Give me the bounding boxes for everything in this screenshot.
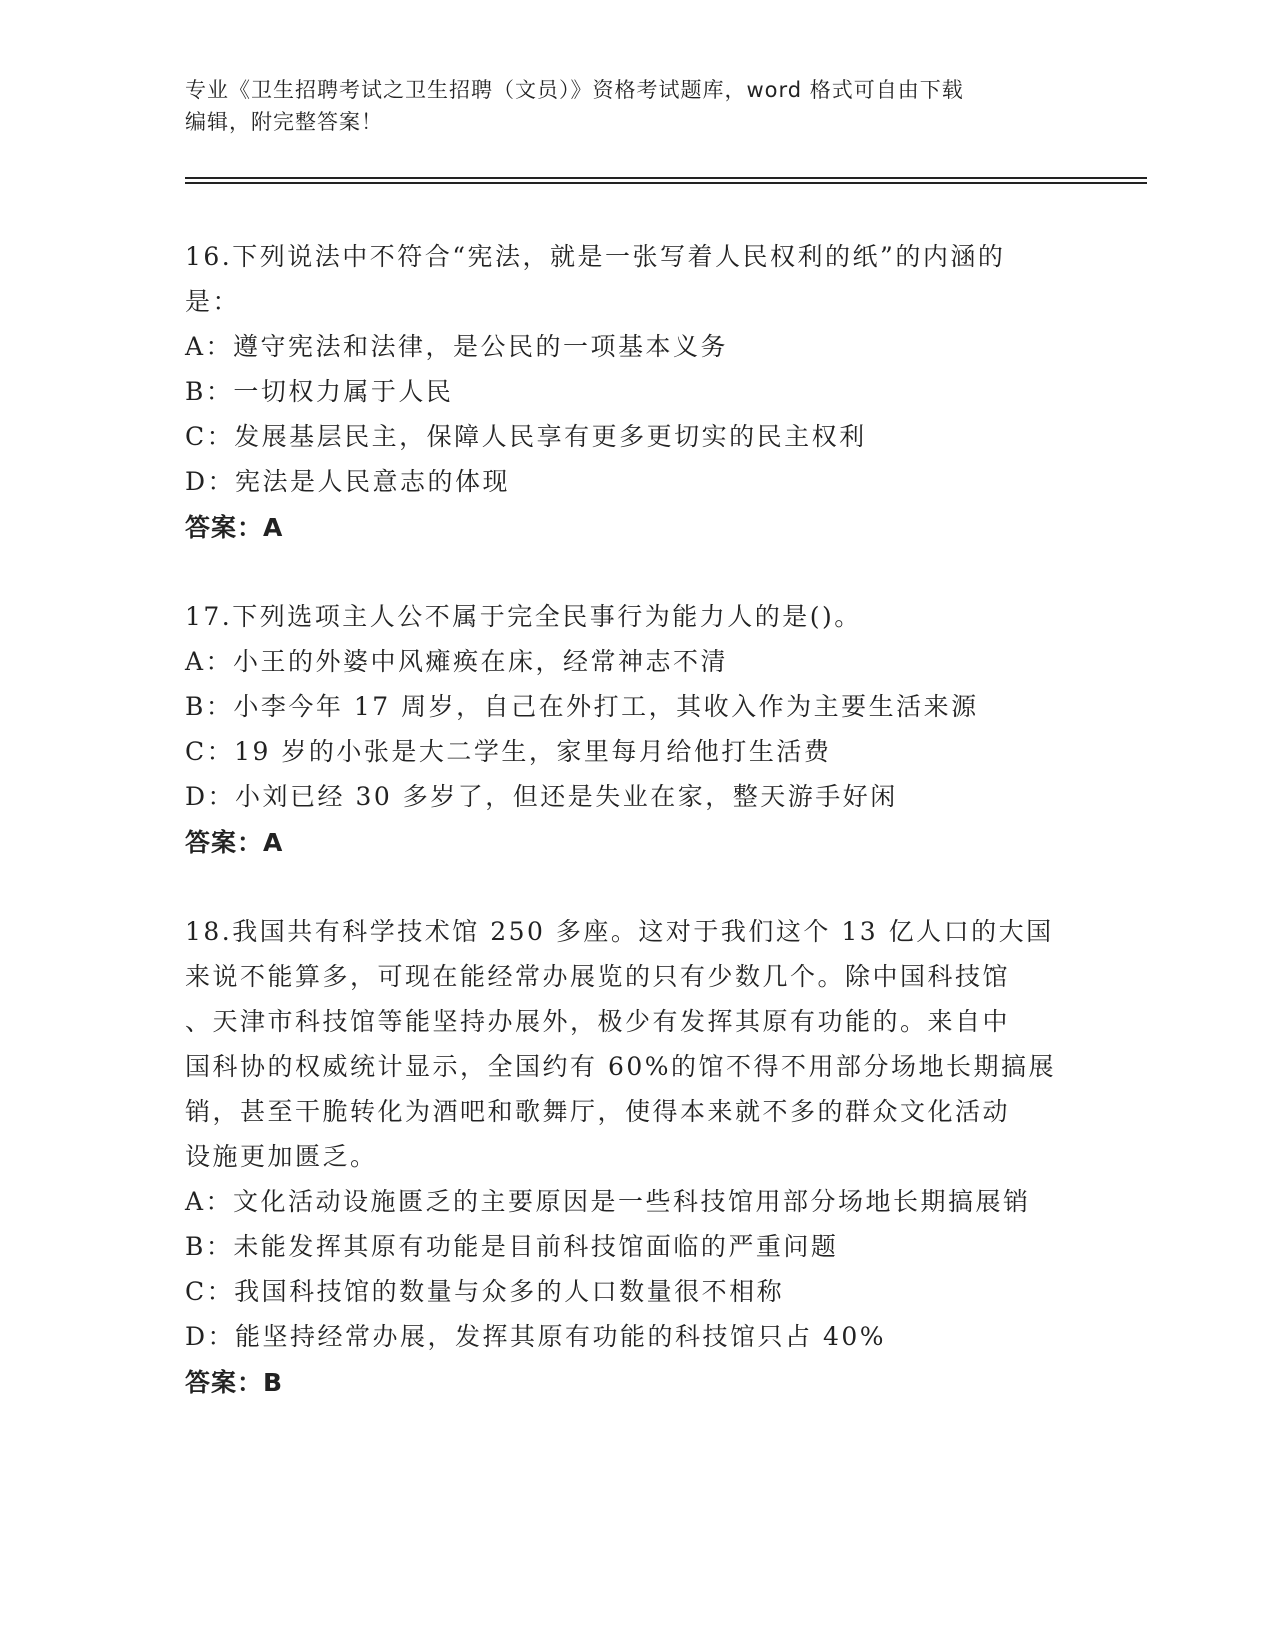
option-d: D：小刘已经 30 多岁了，但还是失业在家，整天游手好闲 xyxy=(185,782,898,811)
option-d: D：宪法是人民意志的体现 xyxy=(185,467,511,496)
question-stem-line: 国科协的权威统计显示，全国约有 60%的馆不得不用部分场地长期搞展 xyxy=(185,1052,1057,1081)
question-17 xyxy=(185,594,1085,866)
option-a: A：遵守宪法和法律，是公民的一项基本义务 xyxy=(185,332,729,361)
question-stem-line: 17.下列选项主人公不属于完全民事行为能力人的是()。 xyxy=(185,602,862,631)
option-b: B：小李今年 17 周岁，自己在外打工，其收入作为主要生活来源 xyxy=(185,692,979,721)
question-list xyxy=(185,234,1085,1449)
answer-label: 答案：A xyxy=(185,828,284,857)
option-b: B：一切权力属于人民 xyxy=(185,377,454,406)
question-stem-line: 是： xyxy=(185,287,241,316)
header-divider xyxy=(185,182,1147,184)
document-header xyxy=(185,74,1085,138)
question-16 xyxy=(185,234,1085,551)
question-18 xyxy=(185,909,1085,1406)
option-b: B：未能发挥其原有功能是目前科技馆面临的严重问题 xyxy=(185,1232,839,1261)
option-a: A：文化活动设施匮乏的主要原因是一些科技馆用部分场地长期搞展销 xyxy=(185,1187,1031,1216)
header-line: 编辑，附完整答案！ xyxy=(185,110,383,134)
option-c: C：发展基层民主，保障人民享有更多更切实的民主权利 xyxy=(185,422,867,451)
option-d: D：能坚持经常办展，发挥其原有功能的科技馆只占 40% xyxy=(185,1322,887,1351)
question-stem-line: 18.我国共有科学技术馆 250 多座。这对于我们这个 13 亿人口的大国 xyxy=(185,917,1054,946)
question-stem-line: 16.下列说法中不符合“宪法，就是一张写着人民权利的纸”的内涵的 xyxy=(185,242,1006,271)
header-divider xyxy=(185,177,1147,179)
answer-label: 答案：A xyxy=(185,513,284,542)
option-c: C：19 岁的小张是大二学生，家里每月给他打生活费 xyxy=(185,737,832,766)
header-line: 专业《卫生招聘考试之卫生招聘（文员）》资格考试题库，word 格式可自由下载 xyxy=(185,78,964,102)
answer-label: 答案：B xyxy=(185,1368,284,1397)
question-stem-line: 设施更加匮乏。 xyxy=(185,1142,378,1171)
question-stem-line: 来说不能算多，可现在能经常办展览的只有少数几个。除中国科技馆 xyxy=(185,962,1011,991)
option-c: C：我国科技馆的数量与众多的人口数量很不相称 xyxy=(185,1277,785,1306)
option-a: A：小王的外婆中风瘫痪在床，经常神志不清 xyxy=(185,647,729,676)
question-stem-line: 销，甚至干脆转化为酒吧和歌舞厅，使得本来就不多的群众文化活动 xyxy=(185,1097,1011,1126)
question-stem-line: 、天津市科技馆等能坚持办展外，极少有发挥其原有功能的。来自中 xyxy=(185,1007,1011,1036)
